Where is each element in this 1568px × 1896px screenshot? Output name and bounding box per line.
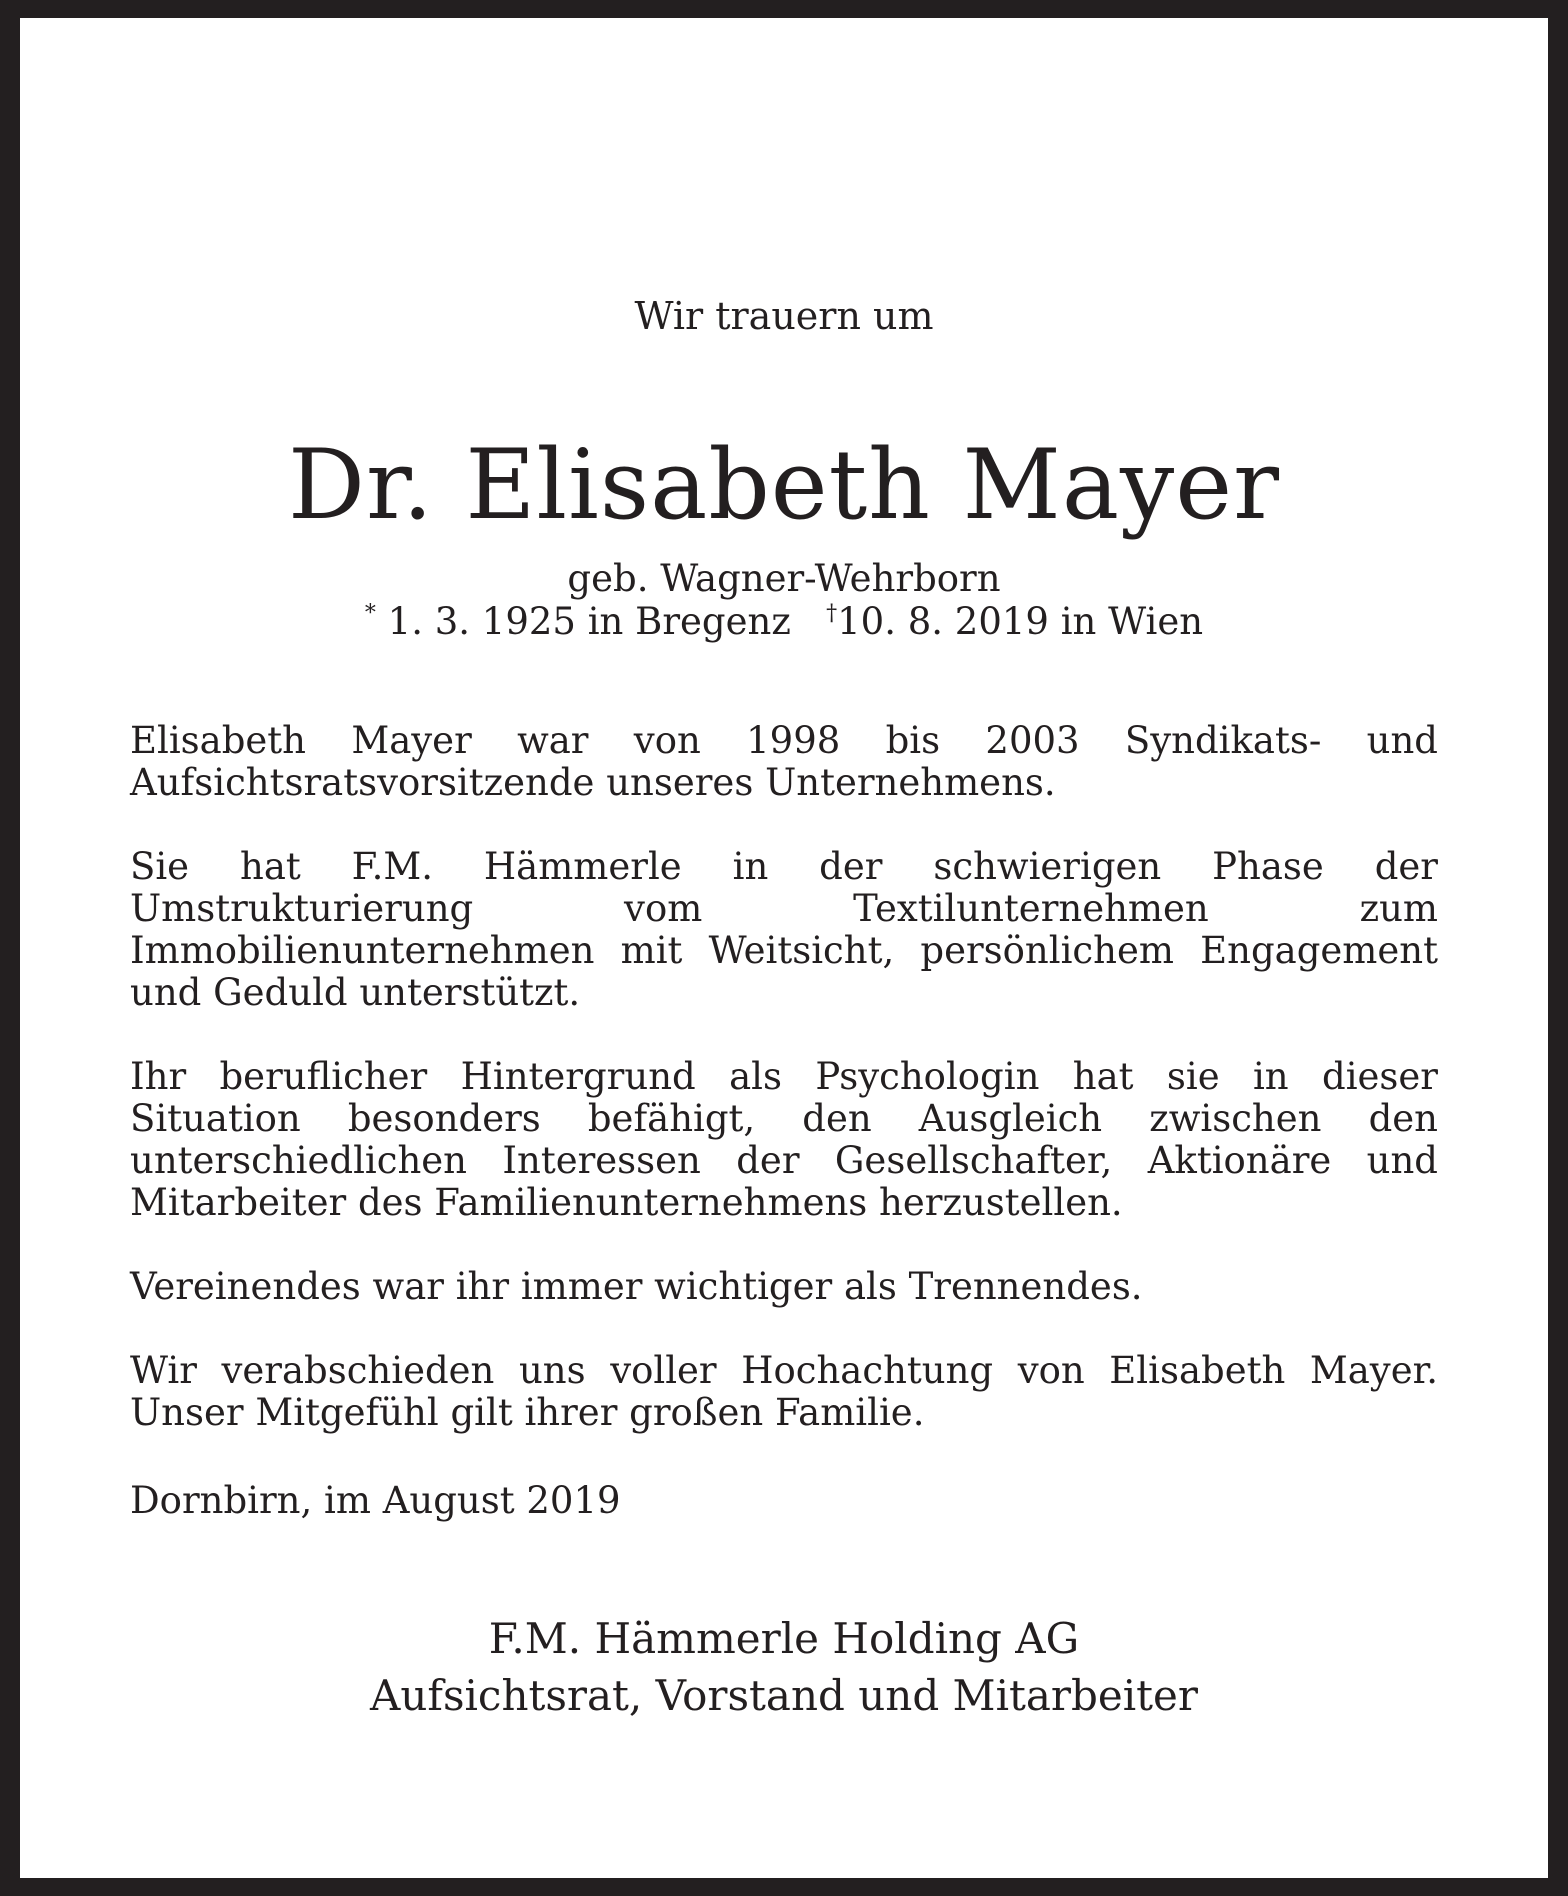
place-date: Dornbirn, im August 2019: [130, 1479, 621, 1522]
signature-group: Aufsichtsrat, Vorstand und Mitarbeiter: [370, 1671, 1198, 1720]
death-date-place: 10. 8. 2019 in Wien: [837, 600, 1204, 643]
paragraph-farewell: Wir verabschieden uns voller Hochachtung von Elisabeth Mayer. Unser Mitgefühl gilt ihrer großen Familie.: [130, 1349, 1438, 1434]
paragraph-background: Ihr beruflicher Hintergrund als Psychologin hat sie in dieser Situation besonders befähigt, den Ausgleich zwischen den unterschiedlichen Interessen der Gesellschafter, Aktionäre und Mitarbeiter des Familienunternehmens herzustellen.: [130, 1055, 1438, 1224]
birth-symbol: *: [364, 601, 376, 626]
death-symbol: †: [826, 601, 838, 626]
notice-body: [130, 720, 1438, 1434]
birth-date-place: 1. 3. 1925 in Bregenz: [387, 600, 791, 643]
paragraph-tenure: Elisabeth Mayer war von 1998 bis 2003 Syndikats- und Aufsichtsratsvorsitzende unseres Unternehmens.: [130, 719, 1438, 804]
paragraph-unity: Vereinendes war ihr immer wichtiger als Trennendes.: [130, 1265, 1143, 1308]
paragraph-restructuring: Sie hat F.M. Hämmerle in der schwierigen Phase der Umstrukturierung vom Textilunternehmen zum Immobilienunternehmen mit Weitsicht, persönlichem Engagement und Geduld unterstützt.: [130, 845, 1438, 1014]
signature-block: [0, 1610, 1568, 1724]
life-dates: [0, 599, 1568, 645]
deceased-name: Dr. Elisabeth Mayer: [288, 429, 1280, 541]
maiden-name: geb. Wagner-Wehrborn: [567, 557, 1001, 600]
company-name: F.M. Hämmerle Holding AG: [488, 1614, 1080, 1663]
intro-line: Wir trauern um: [634, 294, 934, 338]
